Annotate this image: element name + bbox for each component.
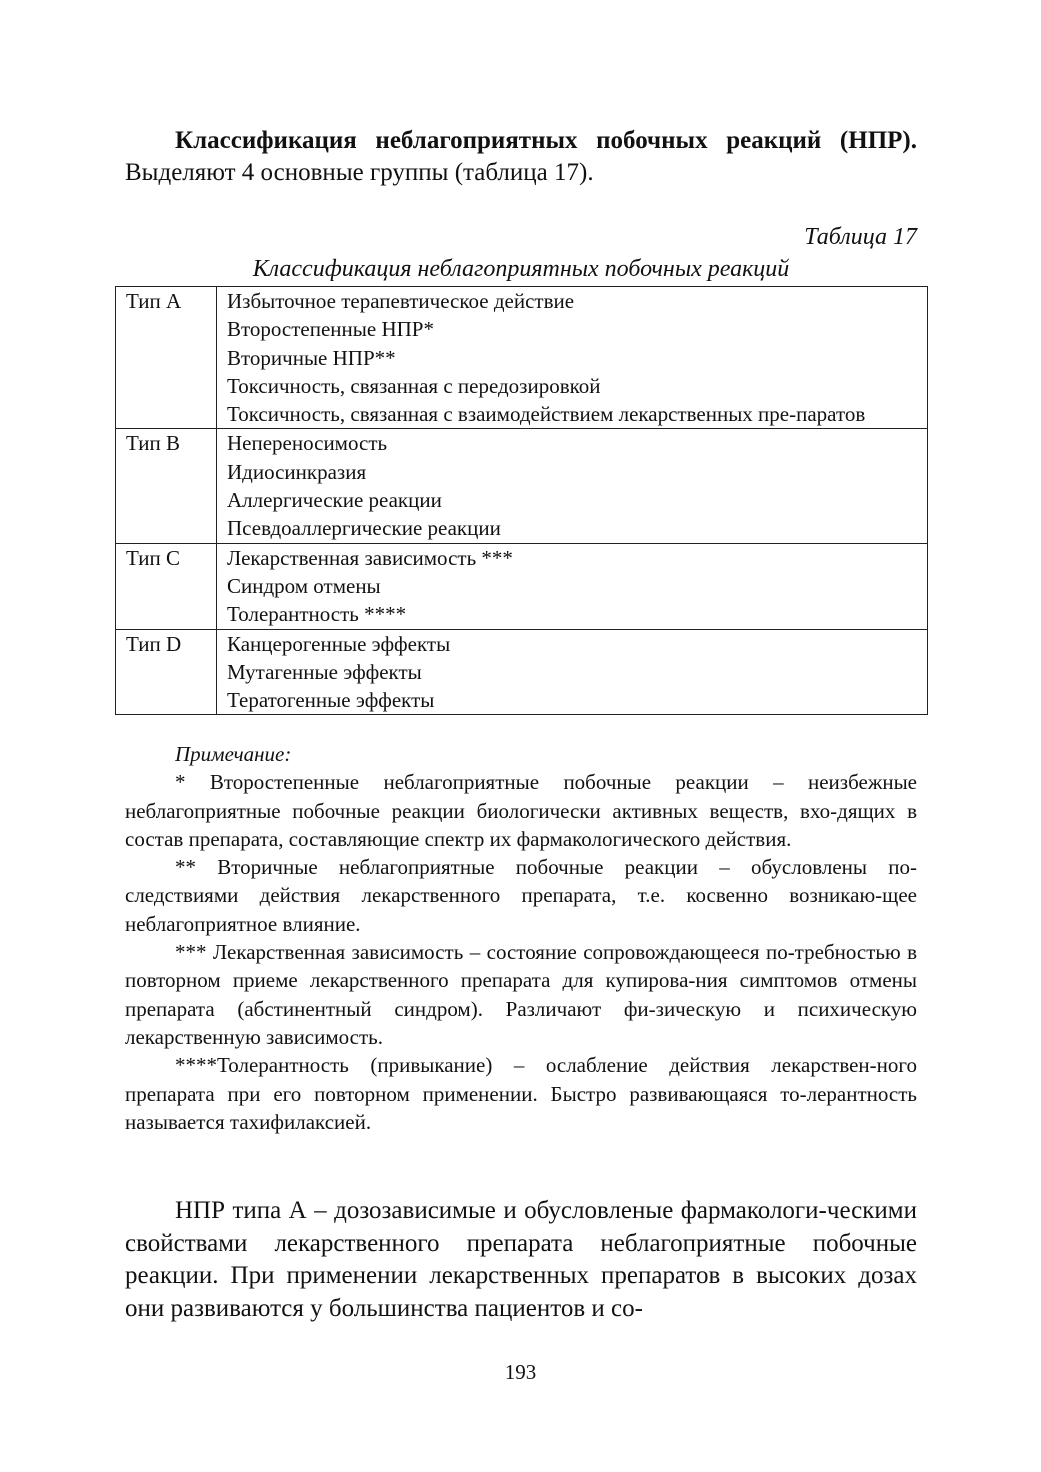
list-item: Синдром отмены [227, 573, 381, 598]
list-item: Лекарственная зависимость *** [227, 545, 513, 570]
table-number: Таблица 17 [804, 224, 917, 250]
footnote: *** Лекарственная зависимость – состояние сопровождающееся по-требностью в повторном приеме лекарственного препарата для купирова-ния симптомов отмены препарата (абстинентный синдром). Различают фи-зическую и психическую лекарственную зависимость. [125, 940, 917, 1049]
type-cell: Тип D [116, 629, 217, 715]
section-heading-bold: Классификация неблагоприятных побочных реакций (НПР). [175, 127, 917, 154]
footnote: ** Вторичные неблагоприятные побочные реакции – обусловлены по-следствиями действия лекарственного препарата, т.е. косвенно возникаю-щее неблагоприятное влияние. [125, 855, 917, 936]
list-item: Толерантность **** [227, 602, 407, 627]
list-item: Псевдоаллергические реакции [227, 516, 501, 541]
list-item: Мутагенные эффекты [227, 659, 422, 684]
page-content [125, 125, 917, 1322]
footnote: * Второстепенные неблагоприятные побочные реакции – неизбежные неблагоприятные побочные реакции биологически активных веществ, вхо-дящих в состав препарата, составляющие спектр их фармакологического действия. [125, 770, 917, 851]
notes-title: Примечание: [175, 742, 292, 766]
table-caption: Классификация неблагоприятных побочных реакций [252, 256, 790, 282]
body-paragraph: НПР типа А – дозозависимые и обусловленые фармакологи-ческими свойствами лекарственного препарата неблагоприятные побочные реакции. При применении лекарственных препаратов в высоких дозах они развиваются у большинства пациентов и со- [125, 1197, 917, 1322]
table-row [116, 629, 928, 715]
list-item: Токсичность, связанная с взаимодействием лекарственных пре-паратов [227, 402, 866, 427]
table-row [116, 429, 928, 543]
section-heading-rest: Выделяют 4 основные группы (таблица 17). [125, 159, 594, 186]
section-heading [125, 125, 917, 189]
items-cell [217, 629, 928, 715]
list-item: Канцерогенные эффекты [227, 631, 451, 656]
list-item: Идиосинкразия [227, 459, 367, 484]
items-cell [217, 543, 928, 629]
page-number: 193 [504, 1360, 537, 1384]
table-row [116, 287, 928, 429]
list-item: Непереносимость [227, 431, 388, 456]
type-cell: Тип С [116, 543, 217, 629]
items-cell [217, 429, 928, 543]
table-row [116, 543, 928, 629]
type-cell: Тип А [116, 287, 217, 429]
list-item: Тератогенные эффекты [227, 688, 435, 713]
list-item: Второстепенные НПР* [227, 317, 434, 342]
classification-table [115, 286, 928, 715]
table-notes [125, 740, 917, 1136]
footnote: ****Толерантность (привыкание) – ослабление действия лекарствен-ного препарата при его повторном применении. Быстро развивающаяся то-лерантность называется тахифилаксией. [125, 1053, 917, 1134]
list-item: Токсичность, связанная с передозировкой [227, 373, 601, 398]
list-item: Вторичные НПР** [227, 345, 396, 370]
type-cell: Тип В [116, 429, 217, 543]
list-item: Избыточное терапевтическое действие [227, 289, 575, 313]
items-cell [217, 287, 928, 429]
list-item: Аллергические реакции [227, 488, 442, 513]
